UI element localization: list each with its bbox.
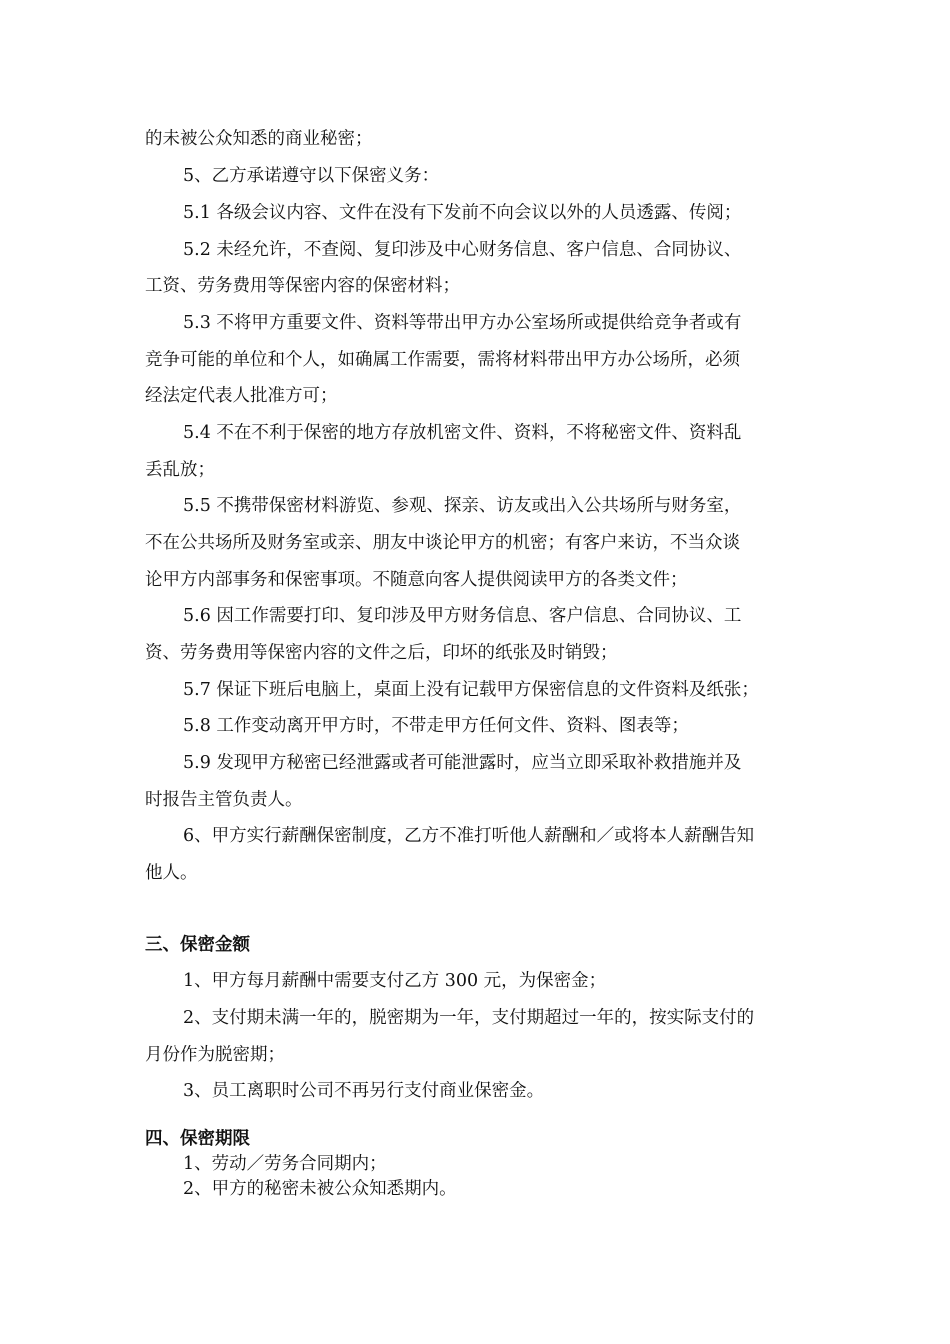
paragraph-line: 时报告主管负责人。 bbox=[145, 790, 303, 810]
paragraph-line: 2、支付期未满一年的，脱密期为一年，支付期超过一年的，按实际支付的 bbox=[183, 1008, 755, 1028]
paragraph-line: 资、劳务费用等保密内容的文件之后，印坏的纸张及时销毁； bbox=[145, 643, 618, 663]
section-heading: 四、保密期限 bbox=[145, 1129, 250, 1149]
paragraph-line: 1、劳动／劳务合同期内； bbox=[183, 1154, 387, 1174]
paragraph-line: 丢乱放； bbox=[145, 460, 215, 480]
paragraph-line: 的未被公众知悉的商业秘密； bbox=[145, 129, 373, 149]
paragraph-line: 论甲方内部事务和保密事项。不随意向客人提供阅读甲方的各类文件； bbox=[145, 570, 688, 590]
paragraph-line: 5.1 各级会议内容、文件在没有下发前不向会议以外的人员透露、传阅； bbox=[183, 203, 742, 223]
paragraph-line: 月份作为脱密期； bbox=[145, 1045, 285, 1065]
paragraph-line: 5.9 发现甲方秘密已经泄露或者可能泄露时，应当立即采取补救措施并及 bbox=[183, 753, 742, 773]
section-heading: 三、保密金额 bbox=[145, 935, 250, 955]
paragraph-line: 5、乙方承诺遵守以下保密义务： bbox=[183, 166, 440, 186]
paragraph-line: 2、甲方的秘密未被公众知悉期内。 bbox=[183, 1179, 457, 1199]
paragraph-line: 5.4 不在不利于保密的地方存放机密文件、资料，不将秘密文件、资料乱 bbox=[183, 423, 742, 443]
paragraph-line: 竞争可能的单位和个人，如确属工作需要，需将材料带出甲方办公场所，必须 bbox=[145, 350, 740, 370]
paragraph-line: 工资、劳务费用等保密内容的保密材料； bbox=[145, 276, 460, 296]
paragraph-line: 他人。 bbox=[145, 863, 198, 883]
paragraph-line: 5.7 保证下班后电脑上，桌面上没有记载甲方保密信息的文件资料及纸张； bbox=[183, 680, 759, 700]
paragraph-line: 5.8 工作变动离开甲方时，不带走甲方任何文件、资料、图表等； bbox=[183, 716, 689, 736]
paragraph-line: 不在公共场所及财务室或亲、朋友中谈论甲方的机密；有客户来访，不当众谈 bbox=[145, 533, 740, 553]
paragraph-line: 1、甲方每月薪酬中需要支付乙方 300 元，为保密金； bbox=[183, 971, 607, 991]
paragraph-line: 经法定代表人批准方可； bbox=[145, 386, 338, 406]
paragraph-line: 5.2 未经允许，不查阅、复印涉及中心财务信息、客户信息、合同协议、 bbox=[183, 240, 742, 260]
paragraph-line: 5.5 不携带保密材料游览、参观、探亲、访友或出入公共场所与财务室， bbox=[183, 496, 742, 516]
paragraph-line: 5.6 因工作需要打印、复印涉及甲方财务信息、客户信息、合同协议、工 bbox=[183, 606, 742, 626]
paragraph-line: 6、甲方实行薪酬保密制度，乙方不准打听他人薪酬和／或将本人薪酬告知 bbox=[183, 826, 755, 846]
paragraph-line: 5.3 不将甲方重要文件、资料等带出甲方办公室场所或提供给竞争者或有 bbox=[183, 313, 742, 333]
paragraph-line: 3、员工离职时公司不再另行支付商业保密金。 bbox=[183, 1081, 545, 1101]
